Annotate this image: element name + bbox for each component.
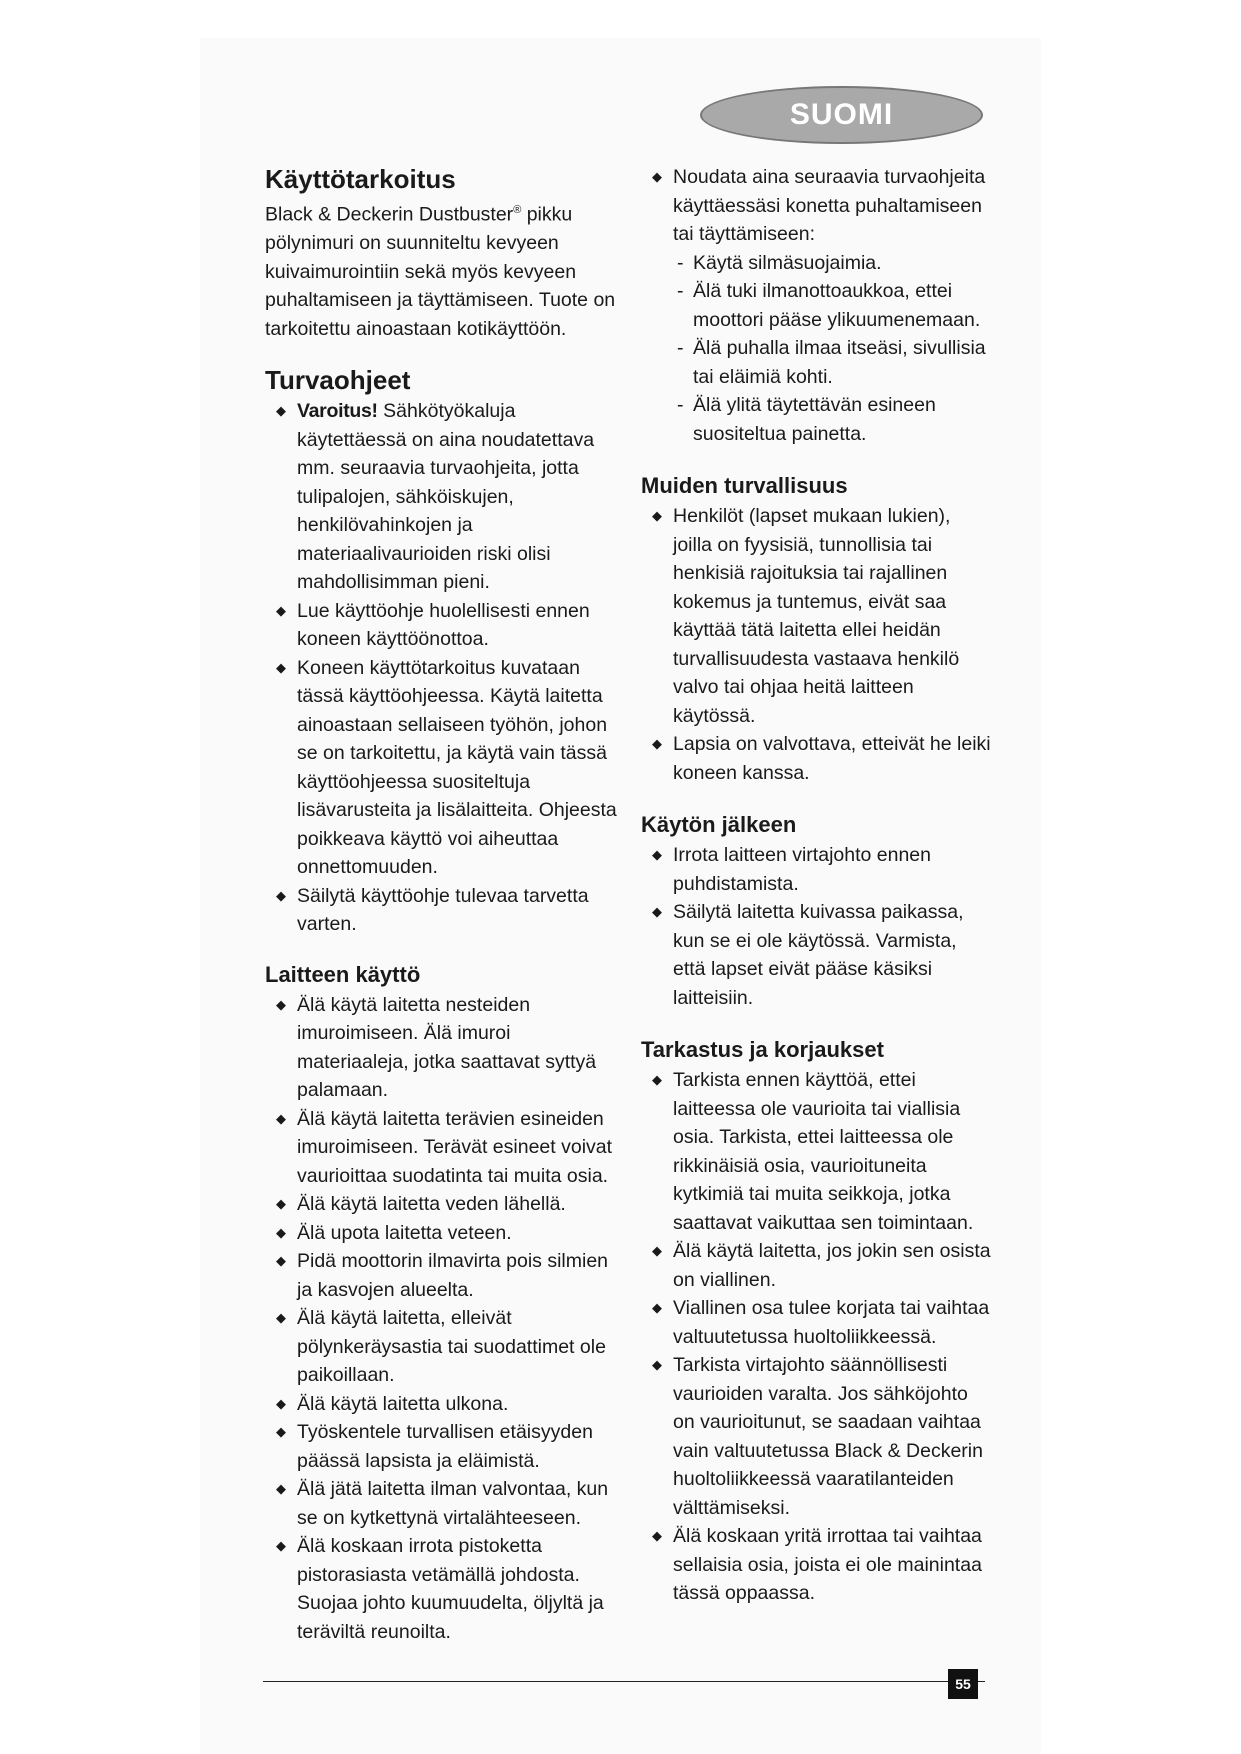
diamond-bullet-icon: ◆ [276, 1110, 286, 1126]
section-intended-use [265, 162, 627, 343]
blowing-sublist [641, 249, 991, 449]
sub-list-item: - Älä puhalla ilmaa itseäsi, sivullisia tai eläimiä kohti. [677, 337, 986, 388]
list-item: ◆ Älä koskaan yritä irrottaa tai vaihtaa sellaisia osia, joista ei ole mainintaa tässä oppaassa. [641, 1522, 991, 1608]
left-column [265, 162, 627, 1646]
diamond-bullet-icon: ◆ [652, 847, 662, 862]
section-blowing [641, 163, 991, 448]
list-item: ◆ Älä käytä laitetta ulkona. [265, 1390, 627, 1419]
diamond-bullet-icon: ◆ [276, 1310, 286, 1325]
diamond-bullet-icon: ◆ [652, 736, 662, 751]
list-item: ◆ Älä koskaan irrota pistoketta pistorasiasta vetämällä johdosta. Suojaa johto kuumuudelta, öljyltä ja teräviltä reunoilta. [265, 1532, 627, 1646]
section-after-use [641, 809, 991, 1012]
list-item: ◆ Varoitus! Sähkötyökaluja käytettäessä on aina noudatettava mm. seuraavia turvaohjeita, jotta tulipalojen, sähköiskujen, henkilövahinkojen ja materiaalivaurioiden riski olisi mahdollisimman pieni. [265, 397, 627, 597]
device-use-list [265, 991, 627, 1647]
heading-safety: Turvaohjeet [265, 365, 411, 395]
section-other-safety [641, 470, 991, 787]
list-item: ◆ Lue käyttöohje huolellisesti ennen koneen käyttöönottoa. [265, 597, 627, 654]
heading-after-use: Käytön jälkeen [641, 812, 797, 837]
list-item: ◆ Älä upota laitetta veteen. [265, 1219, 627, 1248]
list-item: ◆ Henkilöt (lapset mukaan lukien), joilla on fyysisiä, tunnollisia tai henkisiä rajoituksia tai rajallinen kokemus ja tuntemus, eivät saa käyttää tätä laitetta ellei heidän turvallisuudesta vastaava henkilö valvo tai ohjaa heitä laitteen käytössä. [641, 502, 991, 730]
diamond-bullet-icon: ◆ [652, 1300, 662, 1315]
sub-list-item: - Älä ylitä täytettävän esineen suositeltua painetta. [677, 394, 936, 445]
diamond-bullet-icon: ◆ [276, 602, 286, 618]
section-safety [265, 363, 627, 939]
diamond-bullet-icon: ◆ [276, 996, 286, 1012]
safety-list [265, 397, 627, 939]
list-item: ◆ Säilytä laitetta kuivassa paikassa, kun se ei ole käytössä. Varmista, että lapset eivät pääse käsiksi laitteisiin. [641, 898, 991, 1012]
list-item: ◆ Koneen käyttötarkoitus kuvataan tässä käyttöohjeessa. Käytä laitetta ainoastaan sellaiseen työhön, johon se on tarkoitettu, ja käytä vain tässä käyttöohjeessa suositeltuja lisävarusteita ja lisälaitteita. Ohjeesta poikkeava käyttö voi aiheuttaa onnettomuuden. [265, 654, 627, 882]
list-item: ◆ Tarkista ennen käyttöä, ettei laitteessa ole vaurioita tai viallisia osia. Tarkista, ettei laitteessa ole rikkinäisiä osia, vaurioituneita kytkimiä tai muita seikkoja, jotka saattavat vaikuttaa sen toimintaan. [641, 1066, 991, 1237]
blowing-list [641, 163, 991, 249]
list-item: ◆ Älä käytä laitetta, elleivät pölynkeräysastia tai suodattimet ole paikoillaan. [265, 1304, 627, 1390]
page-number: 55 [948, 1669, 978, 1699]
heading-intended-use: Käyttötarkoitus [265, 164, 456, 194]
right-column [641, 163, 991, 1608]
list-item: ◆ Älä käytä laitetta, jos jokin sen osista on viallinen. [641, 1237, 991, 1294]
list-item: ◆ Viallinen osa tulee korjata tai vaihtaa valtuutetussa huoltoliikkeessä. [641, 1294, 991, 1351]
diamond-bullet-icon: ◆ [276, 659, 286, 675]
diamond-bullet-icon: ◆ [276, 1395, 286, 1411]
list-item: ◆ Lapsia on valvottava, etteivät he leiki koneen kanssa. [641, 730, 991, 787]
heading-inspection: Tarkastus ja korjaukset [641, 1037, 884, 1062]
inspection-list [641, 1066, 991, 1608]
diamond-bullet-icon: ◆ [276, 1224, 286, 1240]
diamond-bullet-icon: ◆ [276, 1424, 286, 1439]
diamond-bullet-icon: ◆ [276, 1538, 286, 1553]
heading-other-safety: Muiden turvallisuus [641, 473, 848, 498]
footer-divider [263, 1681, 985, 1682]
list-item: ◆ Pidä moottorin ilmavirta pois silmien ja kasvojen alueelta. [265, 1247, 627, 1304]
diamond-bullet-icon: ◆ [276, 887, 286, 903]
diamond-bullet-icon: ◆ [652, 1357, 662, 1372]
diamond-bullet-icon: ◆ [652, 1528, 662, 1543]
sub-list-item: - Käytä silmäsuojaimia. [677, 251, 882, 274]
after-use-list [641, 841, 991, 1012]
list-item: ◆ Älä käytä laitetta terävien esineiden imuroimiseen. Terävät esineet voivat vaurioittaa suodatinta tai muita osia. [265, 1105, 627, 1191]
diamond-bullet-icon: ◆ [276, 403, 286, 418]
list-item: ◆ Irrota laitteen virtajohto ennen puhdistamista. [641, 841, 991, 898]
section-device-use [265, 959, 627, 1647]
list-item: ◆ Työskentele turvallisen etäisyyden päässä lapsista ja eläimistä. [265, 1418, 627, 1475]
diamond-bullet-icon: ◆ [652, 904, 662, 919]
list-item: ◆ Säilytä käyttöohje tulevaa tarvetta varten. [265, 882, 627, 939]
diamond-bullet-icon: ◆ [652, 1243, 662, 1258]
other-safety-list [641, 502, 991, 787]
language-tab: SUOMI [700, 86, 983, 144]
list-item: ◆ Älä käytä laitetta nesteiden imuroimiseen. Älä imuroi materiaaleja, jotka saattavat syttyä palamaan. [265, 991, 627, 1105]
list-item: ◆ Noudata aina seuraavia turvaohjeita käyttäessäsi konetta puhaltamiseen tai täyttämiseen: [641, 163, 991, 249]
diamond-bullet-icon: ◆ [276, 1481, 286, 1496]
section-inspection [641, 1034, 991, 1608]
diamond-bullet-icon: ◆ [276, 1253, 286, 1268]
list-item: ◆ Älä jätä laitetta ilman valvontaa, kun se on kytkettynä virtalähteeseen. [265, 1475, 627, 1532]
diamond-bullet-icon: ◆ [652, 1072, 662, 1087]
list-item: ◆ Älä käytä laitetta veden lähellä. [265, 1190, 627, 1219]
diamond-bullet-icon: ◆ [276, 1196, 286, 1211]
sub-list-item: - Älä tuki ilmanottoaukkoa, ettei moottori pääse ylikuumenemaan. [677, 280, 981, 331]
diamond-bullet-icon: ◆ [652, 169, 662, 184]
intended-use-text: Black & Deckerin Dustbuster® pikku pölynimuri on suunniteltu kevyeen kuivaimurointiin sekä myös kevyeen puhaltamiseen ja täyttämiseen. Tuote on tarkoitettu ainoastaan kotikäyttöön. [265, 203, 616, 340]
list-item: ◆ Tarkista virtajohto säännöllisesti vaurioiden varalta. Jos sähköjohto on vaurioitunut, se saadaan vaihtaa vain valtuutetussa Black & Deckerin huoltoliikkeessä vaaratilanteiden välttämiseksi. [641, 1351, 991, 1522]
heading-device-use: Laitteen käyttö [265, 961, 421, 987]
diamond-bullet-icon: ◆ [652, 508, 662, 523]
